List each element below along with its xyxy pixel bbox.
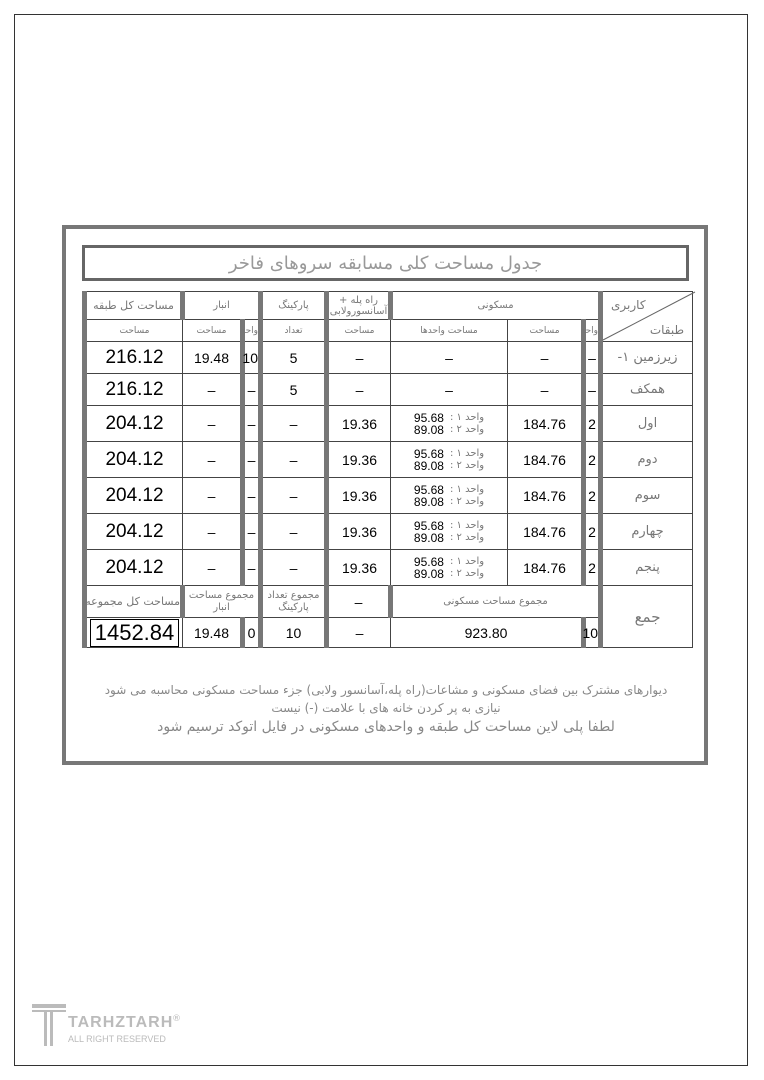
unit-2-label: واحد ۲ : [449,495,485,507]
res-area: 184.76 [508,406,584,442]
table-row [85,342,693,374]
totals-grand-header: مساحت کل مجموعه [85,586,183,618]
storage-count: – [243,442,261,478]
floors-label: طبقات [649,323,685,337]
floor-total: 204.12 [85,442,183,478]
table-title: جدول مساحت کلی مسابقه سروهای فاخر [82,245,689,281]
note-2: نیازی به پر کردن خانه های با علامت (-) نیست [271,701,501,715]
totals-storage-area: 19.48 [183,618,243,648]
storage-count: – [243,406,261,442]
res-count: 2 [584,514,601,550]
storage-area: – [183,514,243,550]
unit-2-area: 89.08 [413,494,444,509]
stair-area: – [327,342,391,374]
table-row [85,550,693,586]
table-row [85,478,693,514]
stair-area-subheader: مساحت [327,320,391,342]
tarhztarh-logo [30,1000,190,1052]
floor-total: 204.12 [85,550,183,586]
stair-area: 19.36 [327,514,391,550]
parking-count: – [261,514,327,550]
storage-area-subheader: مساحت [183,320,243,342]
totals-res-count: 10 [584,618,601,648]
storage-count: – [243,550,261,586]
stair-area: – [327,374,391,406]
res-count-subheader: واحد [584,320,601,342]
table-row [85,406,693,442]
stair-area: 19.36 [327,550,391,586]
res-count: 2 [584,478,601,514]
res-count: 2 [584,406,601,442]
note-1: دیوارهای مشترک بین فضای مسکونی و مشاعات(راه پله،آسانسور ولابی) جزء مساحت مسکونی محاسبه می شود [104,683,668,697]
res-units [391,514,508,550]
totals-label: جمع [601,586,693,648]
note-3: لطفا پلی لاین مساحت کل طبقه و واحدهای مسکونی در فایل اتوکد ترسیم شود [157,719,615,735]
floor-total: 216.12 [85,342,183,374]
totals-res-header: مجموع مساحت مسکونی [391,586,601,618]
unit-2-label: واحد ۲ : [449,459,485,471]
stair-header: راه پله + آسانسورولابی [327,292,391,320]
totals-res-area: 923.80 [391,618,584,648]
totals-stair-header: – [327,586,391,618]
floor-total: 216.12 [85,374,183,406]
unit-2-label: واحد ۲ : [449,531,485,543]
floor-total: 204.12 [85,406,183,442]
unit-1-label: واحد ۱ : [449,411,485,423]
area-table-frame [62,225,708,765]
unit-2-area: 89.08 [413,530,444,545]
unit-1-label: واحد ۱ : [449,555,485,567]
storage-area: – [183,406,243,442]
storage-area: – [183,442,243,478]
floor-name: زیرزمین ۱- [601,342,693,374]
floor-name: چهارم [601,514,693,550]
unit-2-label: واحد ۲ : [449,423,485,435]
totals-stair: – [327,618,391,648]
unit-1-area: 95.68 [413,518,444,533]
res-area: – [508,342,584,374]
storage-area: – [183,478,243,514]
floor-total: 204.12 [85,478,183,514]
unit-1-label: واحد ۱ : [449,483,485,495]
residential-header: مسکونی [391,292,601,320]
parking-count: 5 [261,342,327,374]
stair-area: 19.36 [327,442,391,478]
storage-area: – [183,550,243,586]
floor-total-area-subheader: مساحت [85,320,183,342]
floor-name: پنجم [601,550,693,586]
res-units: – [391,342,508,374]
registered-mark: ® [172,1014,181,1024]
parking-count: – [261,442,327,478]
totals-parking: 10 [261,618,327,648]
table-row [85,374,693,406]
res-units [391,478,508,514]
logo-brand: TARHZTARH [68,1014,174,1031]
floor-name: همکف [601,374,693,406]
unit-1-area: 95.68 [413,446,444,461]
stair-area: 19.36 [327,478,391,514]
totals-storage-count: 0 [243,618,261,648]
totals-parking-header: مجموع تعداد پارکینگ [261,586,327,618]
area-table [82,291,693,648]
storage-area: 19.48 [183,342,243,374]
totals-grand-cell [85,618,183,648]
storage-area: – [183,374,243,406]
res-area: 184.76 [508,550,584,586]
res-area-subheader: مساحت [508,320,584,342]
res-count: 2 [584,550,601,586]
floor-name: دوم [601,442,693,478]
res-area: 184.76 [508,478,584,514]
storage-count: – [243,514,261,550]
unit-2-area: 89.08 [413,458,444,473]
logo-rights: ALL RIGHT RESERVED [68,1034,166,1044]
stair-area: 19.36 [327,406,391,442]
res-count: – [584,342,601,374]
unit-1-label: واحد ۱ : [449,447,485,459]
unit-2-area: 89.08 [413,566,444,581]
totals-storage-header: مجموع مساحت انبار [183,586,261,618]
parking-count: – [261,550,327,586]
parking-count: – [261,478,327,514]
parking-count: 5 [261,374,327,406]
storage-count: – [243,374,261,406]
res-area: 184.76 [508,514,584,550]
res-units [391,550,508,586]
parking-count: – [261,406,327,442]
res-units [391,406,508,442]
res-count: 2 [584,442,601,478]
floor-name: سوم [601,478,693,514]
usage-floors-header [601,292,693,342]
res-units [391,442,508,478]
floor-name: اول [601,406,693,442]
unit-2-area: 89.08 [413,422,444,437]
totals-header-row [85,586,693,618]
unit-1-area: 95.68 [413,482,444,497]
notes [86,679,686,739]
res-area: 184.76 [508,442,584,478]
storage-count: 10 [243,342,261,374]
logo-icon [30,1000,70,1050]
parking-count-subheader: تعداد [261,320,327,342]
storage-count-subheader: واحد [243,320,261,342]
parking-header: پارکینگ [261,292,327,320]
usage-label: کاربری [611,298,646,312]
res-units: – [391,374,508,406]
unit-1-label: واحد ۱ : [449,519,485,531]
res-area: – [508,374,584,406]
table-row [85,514,693,550]
res-count: – [584,374,601,406]
floor-total-header: مساحت کل طبقه [85,292,183,320]
unit-2-label: واحد ۲ : [449,567,485,579]
storage-header: انبار [183,292,261,320]
totals-grand: 1452.84 [90,619,180,647]
res-unit-area-subheader: مساحت واحدها [391,320,508,342]
table-row [85,442,693,478]
storage-count: – [243,478,261,514]
unit-1-area: 95.68 [413,410,444,425]
floor-total: 204.12 [85,514,183,550]
unit-1-area: 95.68 [413,554,444,569]
